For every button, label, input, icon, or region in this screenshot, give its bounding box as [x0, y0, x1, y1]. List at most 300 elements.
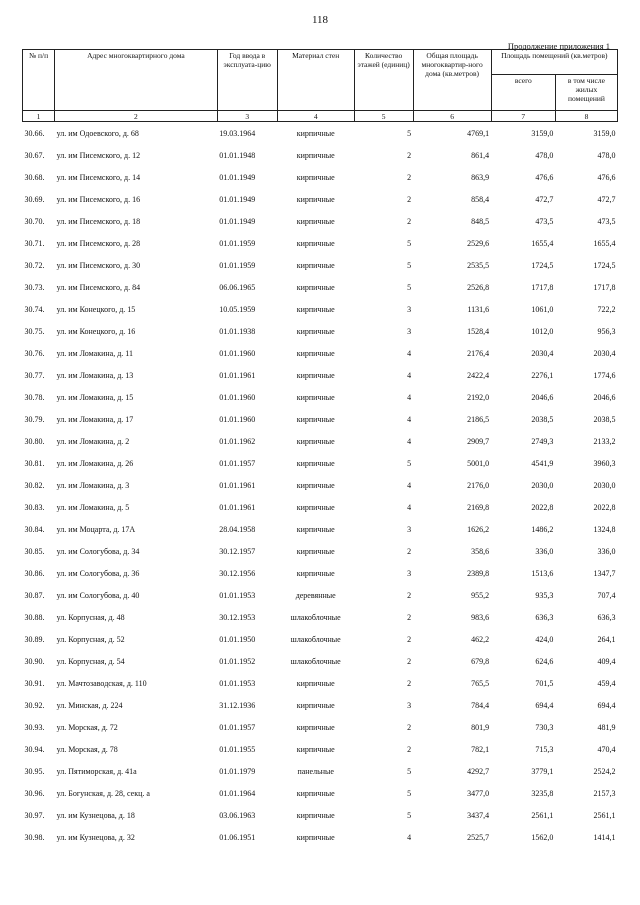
material-cell: кирпичные	[296, 788, 335, 798]
year-cell: 01.01.1950	[219, 634, 256, 644]
year-cell: 01.01.1952	[219, 656, 256, 666]
row-number: 30.94.	[24, 744, 45, 754]
material-cell: кирпичные	[296, 172, 335, 182]
year-cell: 01.01.1949	[219, 172, 256, 182]
floors-cell: 2	[407, 612, 412, 622]
material-cell: кирпичные	[296, 392, 335, 402]
year-cell: 01.01.1961	[219, 370, 256, 380]
premises-all-cell: 2030,0	[531, 480, 554, 490]
address-cell: ул. им Ломакина, д. 15	[56, 392, 134, 402]
premises-all-cell: 3779,1	[531, 766, 554, 776]
row-number: 30.93.	[24, 722, 45, 732]
total-area-cell: 4292,7	[467, 766, 490, 776]
premises-living-cell: 1347,7	[593, 568, 616, 578]
address-cell: ул. им Ломакина, д. 5	[56, 502, 130, 512]
floors-cell: 4	[407, 370, 412, 380]
address-cell: ул. им Писемского, д. 18	[56, 216, 141, 226]
year-cell: 01.01.1953	[219, 590, 256, 600]
year-cell: 01.01.1964	[219, 788, 256, 798]
table-row	[23, 364, 618, 386]
row-number: 30.78.	[24, 392, 45, 402]
address-cell: ул. им Сологубова, д. 34	[56, 546, 140, 556]
year-cell: 01.01.1959	[219, 238, 256, 248]
address-cell: ул. им Ломакина, д. 13	[56, 370, 134, 380]
material-cell: кирпичные	[296, 810, 335, 820]
total-area-cell: 2176,4	[467, 348, 490, 358]
row-number: 30.77.	[24, 370, 45, 380]
row-number: 30.81.	[24, 458, 45, 468]
premises-living-cell: 473,5	[597, 216, 616, 226]
floors-cell: 2	[407, 634, 412, 644]
premises-all-cell: 473,5	[535, 216, 554, 226]
table-row	[23, 804, 618, 826]
floors-cell: 5	[407, 766, 412, 776]
housing-register-table	[22, 49, 618, 848]
premises-living-cell: 956,3	[597, 326, 616, 336]
table-row	[23, 540, 618, 562]
row-number: 30.74.	[24, 304, 45, 314]
table-row	[23, 782, 618, 804]
row-number: 30.97.	[24, 810, 45, 820]
address-cell: ул. им Писемского, д. 12	[56, 150, 141, 160]
premises-all-cell: 935,3	[535, 590, 554, 600]
total-area-cell: 4769,1	[467, 128, 490, 138]
address-cell: ул. им Ломакина, д. 17	[56, 414, 134, 424]
floors-cell: 5	[407, 282, 412, 292]
floors-cell: 5	[407, 788, 412, 798]
material-cell: кирпичные	[296, 348, 335, 358]
total-area-cell: 2422,4	[467, 370, 490, 380]
address-cell: ул. им Одоевского, д. 68	[56, 128, 139, 138]
premises-living-cell: 1414,1	[593, 832, 616, 842]
column-number: 1	[23, 111, 55, 122]
premises-all-cell: 694,4	[535, 700, 554, 710]
year-cell: 01.01.1949	[219, 216, 256, 226]
premises-all-cell: 1012,0	[531, 326, 554, 336]
address-cell: ул. Корпусная, д. 54	[56, 656, 125, 666]
premises-living-cell: 472,7	[597, 194, 616, 204]
table-row	[23, 254, 618, 276]
premises-living-cell: 2157,3	[593, 788, 616, 798]
premises-living-cell: 2038,5	[593, 414, 616, 424]
premises-all-cell: 424,0	[535, 634, 554, 644]
premises-living-cell: 2561,1	[593, 810, 616, 820]
premises-all-cell: 2022,8	[531, 502, 554, 512]
row-number: 30.84.	[24, 524, 45, 534]
total-area-cell: 679,8	[471, 656, 490, 666]
table-row	[23, 738, 618, 760]
header-material: Материал стен	[277, 50, 354, 111]
table-row	[23, 232, 618, 254]
material-cell: кирпичные	[296, 568, 335, 578]
premises-living-cell: 2030,0	[593, 480, 616, 490]
material-cell: деревянные	[295, 590, 336, 600]
row-number: 30.86.	[24, 568, 45, 578]
premises-all-cell: 3235,8	[531, 788, 554, 798]
year-cell: 01.01.1960	[219, 392, 256, 402]
year-cell: 01.01.1960	[219, 414, 256, 424]
address-cell: ул. им Ломакина, д. 26	[56, 458, 134, 468]
total-area-cell: 2526,8	[467, 282, 490, 292]
premises-all-cell: 1061,0	[531, 304, 554, 314]
address-cell: ул. им Моцарта, д. 17А	[56, 524, 136, 534]
floors-cell: 2	[407, 678, 412, 688]
floors-cell: 5	[407, 810, 412, 820]
premises-all-cell: 636,3	[535, 612, 554, 622]
total-area-cell: 2389,8	[467, 568, 490, 578]
table-row	[23, 650, 618, 672]
address-cell: ул. им Писемского, д. 16	[56, 194, 141, 204]
table-row	[23, 188, 618, 210]
table-row	[23, 166, 618, 188]
premises-living-cell: 476,6	[597, 172, 616, 182]
address-cell: ул. им Сологубова, д. 40	[56, 590, 140, 600]
floors-cell: 3	[407, 524, 412, 534]
row-number: 30.92.	[24, 700, 45, 710]
material-cell: кирпичные	[296, 370, 335, 380]
floors-cell: 2	[407, 216, 412, 226]
floors-cell: 2	[407, 590, 412, 600]
floors-cell: 2	[407, 722, 412, 732]
header-premises-all: всего	[491, 75, 555, 111]
floors-cell: 2	[407, 194, 412, 204]
address-cell: ул. им Ломакина, д. 2	[56, 436, 130, 446]
address-cell: ул. им Конецкого, д. 16	[56, 326, 136, 336]
row-number: 30.80.	[24, 436, 45, 446]
page-number: 118	[311, 14, 329, 26]
header-premises-area: Площадь помещений (кв.метров)	[491, 50, 617, 75]
year-cell: 30.12.1957	[219, 546, 256, 556]
total-area-cell: 3477,0	[467, 788, 490, 798]
total-area-cell: 1131,6	[467, 304, 490, 314]
premises-living-cell: 2022,8	[593, 502, 616, 512]
material-cell: кирпичные	[296, 744, 335, 754]
premises-all-cell: 2038,5	[531, 414, 554, 424]
premises-all-cell: 336,0	[535, 546, 554, 556]
total-area-cell: 983,6	[471, 612, 490, 622]
table-row	[23, 562, 618, 584]
year-cell: 01.01.1962	[219, 436, 256, 446]
address-cell: ул. Богунская, д. 28, секц. а	[56, 788, 150, 798]
premises-all-cell: 2046,6	[531, 392, 554, 402]
premises-all-cell: 1724,5	[531, 260, 554, 270]
premises-all-cell: 1486,2	[531, 524, 554, 534]
floors-cell: 4	[407, 348, 412, 358]
header-address: Адрес многоквартирного дома	[55, 50, 218, 111]
premises-living-cell: 336,0	[597, 546, 616, 556]
total-area-cell: 801,9	[471, 722, 490, 732]
total-area-cell: 3437,4	[467, 810, 490, 820]
year-cell: 01.01.1961	[219, 480, 256, 490]
material-cell: кирпичные	[296, 194, 335, 204]
row-number: 30.96.	[24, 788, 45, 798]
premises-all-cell: 3159,0	[531, 128, 554, 138]
year-cell: 31.12.1936	[219, 700, 256, 710]
address-cell: ул. им Кузнецова, д. 18	[56, 810, 135, 820]
year-cell: 01.01.1957	[219, 458, 256, 468]
floors-cell: 4	[407, 392, 412, 402]
premises-living-cell: 1717,8	[593, 282, 616, 292]
total-area-cell: 2169,8	[467, 502, 490, 512]
table-row	[23, 430, 618, 452]
year-cell: 10.05.1959	[219, 304, 256, 314]
total-area-cell: 1626,2	[467, 524, 490, 534]
premises-living-cell: 3159,0	[593, 128, 616, 138]
premises-all-cell: 1717,8	[531, 282, 554, 292]
premises-living-cell: 2133,2	[593, 436, 616, 446]
total-area-cell: 861,4	[471, 150, 490, 160]
floors-cell: 2	[407, 150, 412, 160]
address-cell: ул. им Писемского, д. 28	[56, 238, 141, 248]
year-cell: 03.06.1963	[219, 810, 256, 820]
total-area-cell: 2529,6	[467, 238, 490, 248]
table-row	[23, 122, 618, 145]
row-number: 30.90.	[24, 656, 45, 666]
table-row	[23, 408, 618, 430]
material-cell: кирпичные	[296, 546, 335, 556]
total-area-cell: 863,9	[471, 172, 490, 182]
row-number: 30.68.	[24, 172, 45, 182]
floors-cell: 5	[407, 128, 412, 138]
address-cell: ул. им Писемского, д. 30	[56, 260, 141, 270]
address-cell: ул. им Ломакина, д. 11	[56, 348, 133, 358]
column-number: 3	[217, 111, 277, 122]
table-row	[23, 606, 618, 628]
premises-living-cell: 2524,2	[593, 766, 616, 776]
column-number: 2	[55, 111, 218, 122]
premises-all-cell: 2276,1	[531, 370, 554, 380]
year-cell: 06.06.1965	[219, 282, 256, 292]
table-row	[23, 386, 618, 408]
premises-all-cell: 1513,6	[531, 568, 554, 578]
address-cell: ул. Морская, д. 78	[56, 744, 118, 754]
premises-all-cell: 701,5	[535, 678, 554, 688]
floors-cell: 4	[407, 502, 412, 512]
row-number: 30.75.	[24, 326, 45, 336]
column-number: 5	[354, 111, 413, 122]
row-number: 30.88.	[24, 612, 45, 622]
table-row	[23, 320, 618, 342]
material-cell: шлакоблочные	[290, 612, 341, 622]
table-row	[23, 452, 618, 474]
year-cell: 01.01.1957	[219, 722, 256, 732]
row-number: 30.85.	[24, 546, 45, 556]
material-cell: кирпичные	[296, 678, 335, 688]
premises-all-cell: 2030,4	[531, 348, 554, 358]
address-cell: ул. им Писемского, д. 14	[56, 172, 141, 182]
material-cell: кирпичные	[296, 238, 335, 248]
row-number: 30.98.	[24, 832, 45, 842]
year-cell: 01.01.1959	[219, 260, 256, 270]
row-number: 30.72.	[24, 260, 45, 270]
year-cell: 19.03.1964	[219, 128, 256, 138]
floors-cell: 4	[407, 832, 412, 842]
table-row	[23, 628, 618, 650]
premises-living-cell: 3960,3	[593, 458, 616, 468]
premises-living-cell: 459,4	[597, 678, 616, 688]
total-area-cell: 5001,0	[467, 458, 490, 468]
premises-living-cell: 1724,5	[593, 260, 616, 270]
year-cell: 01.01.1953	[219, 678, 256, 688]
material-cell: кирпичные	[296, 414, 335, 424]
floors-cell: 5	[407, 238, 412, 248]
column-number: 7	[491, 111, 555, 122]
year-cell: 01.01.1948	[219, 150, 256, 160]
table-row	[23, 716, 618, 738]
floors-cell: 5	[407, 260, 412, 270]
total-area-cell: 858,4	[471, 194, 490, 204]
material-cell: кирпичные	[296, 260, 335, 270]
material-cell: кирпичные	[296, 458, 335, 468]
floors-cell: 3	[407, 326, 412, 336]
year-cell: 01.01.1960	[219, 348, 256, 358]
continuation-note: Продолжение приложения 1	[507, 41, 610, 51]
year-cell: 30.12.1953	[219, 612, 256, 622]
year-cell: 28.04.1958	[219, 524, 256, 534]
premises-all-cell: 624,6	[535, 656, 554, 666]
year-cell: 01.01.1949	[219, 194, 256, 204]
table-row	[23, 694, 618, 716]
total-area-cell: 955,2	[471, 590, 490, 600]
column-number: 4	[277, 111, 354, 122]
table-row	[23, 342, 618, 364]
premises-all-cell: 476,6	[535, 172, 554, 182]
premises-living-cell: 694,4	[597, 700, 616, 710]
material-cell: кирпичные	[296, 700, 335, 710]
material-cell: кирпичные	[296, 480, 335, 490]
row-number: 30.95.	[24, 766, 45, 776]
premises-living-cell: 707,4	[597, 590, 616, 600]
floors-cell: 4	[407, 436, 412, 446]
year-cell: 01.01.1955	[219, 744, 256, 754]
premises-all-cell: 2561,1	[531, 810, 554, 820]
table-row	[23, 518, 618, 540]
row-number: 30.91.	[24, 678, 45, 688]
premises-living-cell: 636,3	[597, 612, 616, 622]
total-area-cell: 2176,0	[467, 480, 490, 490]
total-area-cell: 462,2	[471, 634, 490, 644]
material-cell: кирпичные	[296, 128, 335, 138]
address-cell: ул. Мачтозаводская, д. 110	[56, 678, 147, 688]
premises-all-cell: 730,3	[535, 722, 554, 732]
year-cell: 01.01.1979	[219, 766, 256, 776]
material-cell: панельные	[297, 766, 334, 776]
address-cell: ул. им Кузнецова, д. 32	[56, 832, 135, 842]
material-cell: кирпичные	[296, 436, 335, 446]
row-number: 30.89.	[24, 634, 45, 644]
premises-living-cell: 1774,6	[593, 370, 616, 380]
table-row	[23, 298, 618, 320]
total-area-cell: 784,4	[471, 700, 490, 710]
premises-living-cell: 722,2	[597, 304, 616, 314]
premises-all-cell: 715,3	[535, 744, 554, 754]
material-cell: кирпичные	[296, 282, 335, 292]
row-number: 30.79.	[24, 414, 45, 424]
header-total-area: Общая площадь многоквартир-ного дома (кв.метров)	[413, 50, 491, 111]
table-row	[23, 672, 618, 694]
year-cell: 01.01.1938	[219, 326, 256, 336]
total-area-cell: 2535,5	[467, 260, 490, 270]
row-number: 30.82.	[24, 480, 45, 490]
table-row	[23, 826, 618, 848]
floors-cell: 3	[407, 304, 412, 314]
floors-cell: 4	[407, 414, 412, 424]
material-cell: кирпичные	[296, 722, 335, 732]
floors-cell: 2	[407, 172, 412, 182]
premises-all-cell: 1655,4	[531, 238, 554, 248]
floors-cell: 3	[407, 568, 412, 578]
premises-all-cell: 472,7	[535, 194, 554, 204]
address-cell: ул. Корпусная, д. 48	[56, 612, 125, 622]
row-number: 30.76.	[24, 348, 45, 358]
material-cell: кирпичные	[296, 502, 335, 512]
material-cell: кирпичные	[296, 326, 335, 336]
row-number: 30.69.	[24, 194, 45, 204]
total-area-cell: 1528,4	[467, 326, 490, 336]
address-cell: ул. Пятиморская, д. 41а	[56, 766, 137, 776]
floors-cell: 4	[407, 480, 412, 490]
total-area-cell: 848,5	[471, 216, 490, 226]
row-number: 30.67.	[24, 150, 45, 160]
floors-cell: 5	[407, 458, 412, 468]
table-body	[23, 122, 618, 849]
header-no: № п/п	[23, 50, 55, 111]
header-year: Год ввода в эксплуата-цию	[217, 50, 277, 111]
row-number: 30.66.	[24, 128, 45, 138]
column-number: 6	[413, 111, 491, 122]
total-area-cell: 2909,7	[467, 436, 490, 446]
premises-living-cell: 1655,4	[593, 238, 616, 248]
material-cell: кирпичные	[296, 304, 335, 314]
row-number: 30.87.	[24, 590, 45, 600]
premises-living-cell: 2046,6	[593, 392, 616, 402]
premises-living-cell: 481,9	[597, 722, 616, 732]
premises-living-cell: 409,4	[597, 656, 616, 666]
premises-all-cell: 1562,0	[531, 832, 554, 842]
table-row	[23, 210, 618, 232]
year-cell: 01.01.1961	[219, 502, 256, 512]
address-cell: ул. им Писемского, д. 84	[56, 282, 141, 292]
table-row	[23, 474, 618, 496]
table-row	[23, 144, 618, 166]
year-cell: 30.12.1956	[219, 568, 256, 578]
address-cell: ул. им Конецкого, д. 15	[56, 304, 136, 314]
premises-all-cell: 4541,9	[531, 458, 554, 468]
total-area-cell: 765,5	[471, 678, 490, 688]
material-cell: кирпичные	[296, 150, 335, 160]
row-number: 30.70.	[24, 216, 45, 226]
premises-all-cell: 2749,3	[531, 436, 554, 446]
address-cell: ул. им Сологубова, д. 36	[56, 568, 140, 578]
material-cell: шлакоблочные	[290, 634, 341, 644]
header-floors: Количество этажей (единиц)	[354, 50, 413, 111]
floors-cell: 2	[407, 744, 412, 754]
floors-cell: 3	[407, 700, 412, 710]
table-row	[23, 496, 618, 518]
material-cell: шлакоблочные	[290, 656, 341, 666]
premises-all-cell: 478,0	[535, 150, 554, 160]
total-area-cell: 358,6	[471, 546, 490, 556]
row-number: 30.73.	[24, 282, 45, 292]
premises-living-cell: 478,0	[597, 150, 616, 160]
column-number: 8	[555, 111, 617, 122]
material-cell: кирпичные	[296, 216, 335, 226]
floors-cell: 2	[407, 546, 412, 556]
material-cell: кирпичные	[296, 832, 335, 842]
floors-cell: 2	[407, 656, 412, 666]
address-cell: ул. Минская, д. 224	[56, 700, 123, 710]
total-area-cell: 2192,0	[467, 392, 490, 402]
